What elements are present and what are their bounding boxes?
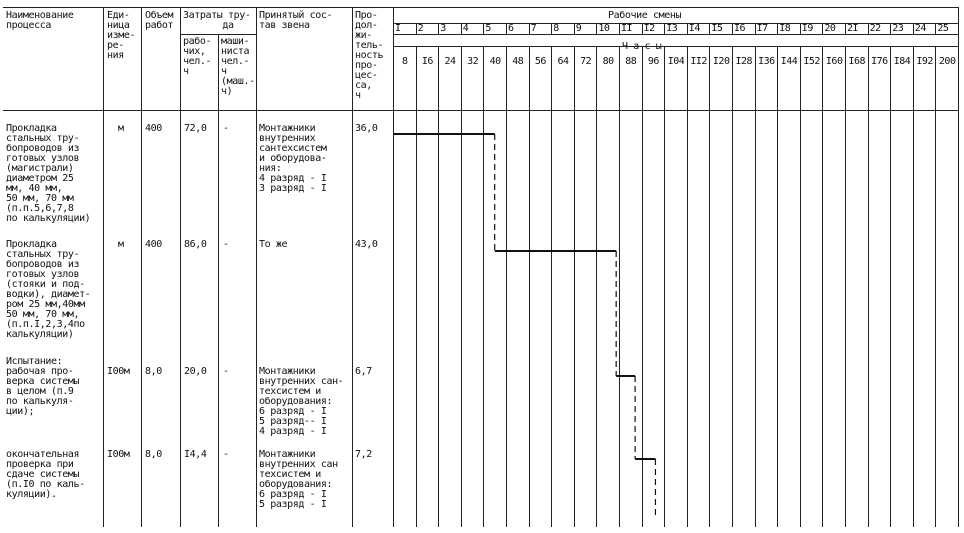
hour-number: 72 [580,56,592,67]
row2-workers: 86,0 [184,239,207,250]
hour-number: I28 [735,56,753,67]
row1-machines: - [223,123,229,134]
hour-number: I84 [893,56,911,67]
hour-number: I68 [848,56,866,67]
shift-number: 9 [575,23,582,34]
shift-number: I3 [666,23,678,34]
hour-number: I20 [712,56,730,67]
hour-number: 48 [512,56,524,67]
hour-number: 96 [647,56,659,67]
shift-number: 10 [598,23,610,34]
row3-volume: 8,0 [145,366,162,377]
shift-number: 22 [869,23,881,34]
shift-number: 4 [462,23,469,34]
shift-number: I5 [711,23,723,34]
row3-unit: I00м [107,366,130,377]
shift-number: 20 [824,23,836,34]
shift-number: II [621,23,633,34]
row1-unit: м [118,123,124,134]
shift-number: 2I [847,23,859,34]
shift-number: I [395,23,401,34]
row4-crew: Монтажники внутренних сан техсистем и оборудования: 6 разряд - I 5 разряд - I [259,449,338,510]
row1-volume: 400 [145,123,162,134]
row3-name: Испытание: рабочая про- верка системы в целом (п.9 по калькуля- ции); [6,356,80,417]
row1-duration: 36,0 [355,123,378,134]
row4-volume: 8,0 [145,449,162,460]
shift-number: 3 [440,23,446,34]
header-name: Наименование процесса [6,10,74,31]
header-duration: Про- дол- жи- тель- ность про- цес- са, ч [355,10,384,101]
shift-number: 24 [914,23,926,34]
hour-number: 56 [534,56,546,67]
hour-number: I76 [871,56,888,67]
hour-number: 80 [602,56,614,67]
hour-number: 32 [467,56,479,67]
row2-machines: - [223,239,229,250]
row2-name: Прокладка стальных тру- бопроводов из готовых узлов (стояки и под- водки), диамет- ром 25 мм,40мм 50 мм, 70 мм, (п.п.I,2,3,4по калькуляции) [6,239,91,340]
row4-unit: I00м [107,449,130,460]
hour-number: 88 [625,56,637,67]
row3-crew: Монтажники внутренних сан- техсистем и оборудования: 6 разряд - I 5 разряд-- I 4 разряд - I [259,366,344,437]
hour-number: I52 [803,56,820,67]
header-unit: Еди- ница изме- ре- ния [107,10,136,61]
header-machines: маши- ниста чел.- ч (маш.- ч) [221,36,255,97]
hour-number: I60 [825,56,843,67]
hour-number: I04 [667,56,685,67]
shift-number: I7 [756,23,768,34]
hour-number: 8 [402,56,408,67]
shift-number: 25 [937,23,949,34]
row4-name: окончательная проверка при сдаче системы (п.I0 по каль- куляции). [6,449,85,500]
row1-crew: Монтажники внутренних сантехсистем и оборудова- ния: 4 разряд - I 3 разряд - I [259,123,327,194]
hour-number: I92 [916,56,933,67]
hour-number: I6 [421,56,433,67]
row1-workers: 72,0 [184,123,207,134]
row3-workers: 20,0 [184,366,207,377]
shift-number: 23 [892,23,904,34]
shift-number: 6 [508,23,514,34]
shift-number: I2 [643,23,655,34]
shift-number: I6 [734,23,746,34]
row2-volume: 400 [145,239,162,250]
header-labor: Затраты тру- да [183,10,251,31]
row4-machines: - [223,449,229,460]
header-volume: Объем работ [145,10,174,31]
shift-number: 5 [485,23,491,34]
hour-number: 64 [557,56,569,67]
row2-duration: 43,0 [355,239,378,250]
shift-number: 2 [417,23,424,34]
shift-number: I9 [801,23,813,34]
row2-unit: м [118,239,124,250]
shift-number: 7 [530,23,537,34]
shift-number: 8 [553,23,559,34]
row4-workers: I4,4 [184,449,207,460]
row4-duration: 7,2 [355,449,372,460]
shift-number: I8 [779,23,791,34]
row3-duration: 6,7 [355,366,372,377]
shift-number: I4 [688,23,700,34]
hour-number: I36 [758,56,775,67]
hour-number: 40 [489,56,501,67]
row1-name: Прокладка стальных тру- бопроводов из готовых узлов (магистрали) диаметром 25 мм, 40 мм, 50 мм, 70 мм (п.п.5,6,7,8 по калькуляции) [6,123,91,224]
hour-number: 200 [938,56,956,67]
hour-number: I44 [780,56,798,67]
header-shifts: Рабочие смены [608,10,682,21]
row3-machines: - [223,366,229,377]
row2-crew: То же [259,239,288,250]
hour-number: 24 [444,56,456,67]
header-crew: Принятый сос- тав звена [259,10,333,31]
header-workers: рабо- чих, чел.- ч [183,36,212,77]
hour-number: II2 [690,56,707,67]
